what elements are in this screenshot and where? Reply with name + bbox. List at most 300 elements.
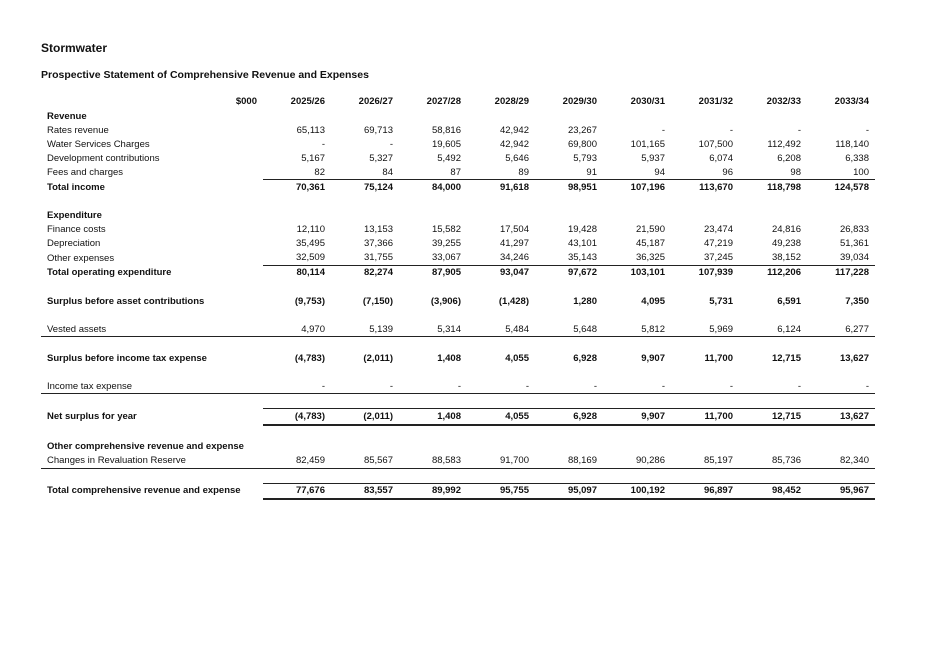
cell-value: 12,715	[739, 409, 807, 425]
table-row	[41, 379, 875, 394]
cell-value: 24,816	[771, 224, 801, 236]
cell-value: 38,152	[771, 252, 801, 264]
cell-value	[263, 109, 331, 123]
cell-value: 23,474	[703, 224, 733, 236]
cell-value: 41,297	[499, 238, 529, 250]
row-label: Development contributions	[47, 152, 160, 164]
cell-value: 4,055	[467, 409, 535, 425]
year-header: 2030/31	[630, 95, 665, 107]
cell-value: 85,567	[331, 454, 399, 469]
cell-value: (9,753)	[294, 295, 325, 307]
cell-value: 37,245	[703, 252, 733, 264]
cell-value	[807, 280, 875, 294]
year-header: 2032/33	[766, 95, 801, 107]
cell-value: 5,484	[467, 322, 535, 337]
cell-value: 6,928	[573, 352, 597, 364]
cell-value: 5,731	[709, 295, 733, 307]
cell-value: 95,097	[535, 483, 603, 499]
spacer-row	[41, 365, 875, 379]
cell-value	[671, 468, 739, 483]
section-heading: Revenue	[47, 110, 87, 122]
cell-value	[739, 440, 807, 454]
cell-value: 9,907	[641, 352, 665, 364]
cell-value: 49,238	[771, 238, 801, 250]
cell-value	[671, 394, 739, 409]
cell-value: 13,153	[363, 224, 393, 236]
cell-value: 33,067	[431, 252, 461, 264]
cell-value: 80,114	[263, 265, 331, 280]
cell-value	[331, 394, 399, 409]
cell-value	[603, 394, 671, 409]
cell-value: 51,361	[839, 238, 869, 250]
cell-value: 34,246	[499, 252, 529, 264]
cell-value: 26,833	[839, 224, 869, 236]
cell-value	[263, 195, 331, 209]
financial-statement-table	[41, 93, 875, 500]
cell-value: 107,196	[603, 180, 671, 195]
cell-value: 103,101	[603, 265, 671, 280]
cell-value: 58,816	[431, 124, 461, 136]
cell-value: 69,713	[363, 124, 393, 136]
row-label	[41, 308, 263, 322]
section-heading-row	[41, 109, 875, 123]
cell-value: (7,150)	[362, 295, 393, 307]
row-label: Vested assets	[41, 322, 263, 337]
cell-value	[263, 337, 331, 352]
cell-value	[263, 209, 331, 223]
cell-value	[739, 337, 807, 352]
cell-value: 77,676	[263, 483, 331, 499]
cell-value	[807, 468, 875, 483]
cell-value: 87,905	[399, 265, 467, 280]
section-heading-row	[41, 440, 875, 454]
cell-value: 31,755	[363, 252, 393, 264]
cell-value: 45,187	[635, 238, 665, 250]
cell-value	[467, 440, 535, 454]
cell-value	[671, 308, 739, 322]
cell-value: 96,897	[671, 483, 739, 499]
cell-value: 5,648	[535, 322, 603, 337]
cell-value: -	[865, 124, 869, 136]
cell-value: 69,800	[567, 138, 597, 150]
row-label	[41, 468, 263, 483]
cell-value: (1,428)	[498, 295, 529, 307]
cell-value: 11,700	[704, 352, 733, 364]
cell-value	[467, 280, 535, 294]
cell-value: 5,793	[573, 152, 597, 164]
year-header: 2025/26	[290, 95, 325, 107]
cell-value: -	[321, 138, 325, 150]
cell-value: 82,340	[807, 454, 875, 469]
cell-value: 124,578	[807, 180, 875, 195]
cell-value: -	[739, 379, 807, 394]
cell-value	[399, 209, 467, 223]
cell-value	[671, 337, 739, 352]
cell-value: 113,670	[671, 180, 739, 195]
cell-value	[399, 308, 467, 322]
cell-value	[467, 394, 535, 409]
cell-value: 70,361	[263, 180, 331, 195]
cell-value: -	[661, 124, 665, 136]
cell-value	[467, 365, 535, 379]
row-label: Total income	[47, 181, 105, 193]
row-label: Fees and charges	[47, 167, 124, 179]
cell-value: 91	[586, 166, 597, 178]
cell-value: 17,504	[499, 224, 529, 236]
statement-title: Prospective Statement of Comprehensive Revenue and Expenses	[41, 69, 369, 81]
cell-value	[603, 209, 671, 223]
cell-value: 6,928	[535, 409, 603, 425]
cell-value	[807, 209, 875, 223]
table-row	[41, 237, 875, 251]
cell-value	[603, 440, 671, 454]
cell-value: 100	[853, 166, 869, 178]
cell-value	[535, 365, 603, 379]
cell-value	[739, 109, 807, 123]
row-label	[41, 365, 263, 379]
header-blank	[41, 93, 201, 109]
spacer-row	[41, 195, 875, 209]
cell-value: 84,000	[399, 180, 467, 195]
cell-value: (2,011)	[331, 409, 399, 425]
cell-value: 85,736	[739, 454, 807, 469]
section-heading-row	[41, 209, 875, 223]
cell-value: 5,314	[399, 322, 467, 337]
cell-value: 5,492	[437, 152, 461, 164]
section-heading: Expenditure	[47, 210, 102, 222]
cell-value: 100,192	[603, 483, 671, 499]
cell-value: (4,783)	[294, 352, 325, 364]
spacer-row	[41, 394, 875, 409]
cell-value	[807, 440, 875, 454]
cell-value: -	[331, 379, 399, 394]
year-header: 2028/29	[494, 95, 529, 107]
year-header: 2027/28	[426, 95, 461, 107]
table-row	[41, 294, 875, 308]
cell-value	[739, 280, 807, 294]
cell-value	[331, 468, 399, 483]
header-row	[41, 93, 875, 109]
cell-value	[399, 468, 467, 483]
cell-value	[331, 209, 399, 223]
cell-value: 117,228	[807, 265, 875, 280]
cell-value: 112,206	[739, 265, 807, 280]
cell-value: -	[797, 124, 801, 136]
cell-value: 5,327	[369, 152, 393, 164]
cell-value: 32,509	[295, 252, 325, 264]
cell-value	[603, 425, 671, 440]
cell-value: -	[263, 379, 331, 394]
cell-value: 11,700	[671, 409, 739, 425]
cell-value	[467, 425, 535, 440]
cell-value	[331, 109, 399, 123]
cell-value	[739, 209, 807, 223]
cell-value: 4,055	[505, 352, 529, 364]
cell-value: 7,350	[845, 295, 869, 307]
cell-value: 98	[790, 166, 801, 178]
cell-value: 35,143	[567, 252, 597, 264]
cell-value	[671, 195, 739, 209]
section-heading: Other comprehensive revenue and expense	[47, 441, 244, 453]
cell-value	[603, 337, 671, 352]
cell-value	[603, 308, 671, 322]
cell-value: 89	[518, 166, 529, 178]
cell-value: 12,715	[771, 352, 801, 364]
cell-value: 9,907	[603, 409, 671, 425]
cell-value: 101,165	[630, 138, 665, 150]
cell-value	[671, 425, 739, 440]
cell-value: 87	[450, 166, 461, 178]
cell-value: 98,452	[739, 483, 807, 499]
cell-value	[807, 425, 875, 440]
cell-value	[535, 308, 603, 322]
row-label: Surplus before income tax expense	[47, 352, 207, 364]
cell-value: 39,034	[839, 252, 869, 264]
cell-value: 95,967	[807, 483, 875, 499]
cell-value	[535, 394, 603, 409]
cell-value: -	[399, 379, 467, 394]
cell-value: 90,286	[603, 454, 671, 469]
cell-value: 42,942	[499, 124, 529, 136]
cell-value	[467, 337, 535, 352]
statement-body	[41, 109, 875, 499]
cell-value: -	[467, 379, 535, 394]
row-label	[41, 425, 263, 440]
cell-value	[467, 195, 535, 209]
cell-value: 93,047	[467, 265, 535, 280]
cell-value	[399, 109, 467, 123]
year-header: 2031/32	[698, 95, 733, 107]
cell-value	[535, 109, 603, 123]
cell-value: 4,970	[263, 322, 331, 337]
cell-value: 82,274	[331, 265, 399, 280]
cell-value	[739, 468, 807, 483]
cell-value	[399, 280, 467, 294]
cell-value: 82,459	[263, 454, 331, 469]
cell-value: 35,495	[295, 238, 325, 250]
row-label: Other expenses	[47, 252, 115, 264]
year-header: 2029/30	[562, 95, 597, 107]
cell-value: 13,627	[839, 352, 869, 364]
row-label	[41, 337, 263, 352]
cell-value: 5,139	[331, 322, 399, 337]
cell-value: (3,906)	[430, 295, 461, 307]
cell-value	[807, 195, 875, 209]
cell-value: 118,140	[835, 138, 869, 150]
cell-value: (2,011)	[363, 352, 393, 364]
cell-value	[603, 468, 671, 483]
cell-value: 6,074	[709, 152, 733, 164]
document-title: Stormwater	[41, 41, 108, 55]
cell-value: 91,700	[467, 454, 535, 469]
cell-value: 96	[722, 166, 733, 178]
cell-value	[467, 109, 535, 123]
cell-value	[399, 425, 467, 440]
year-header: 2026/27	[358, 95, 393, 107]
cell-value	[671, 280, 739, 294]
cell-value	[331, 365, 399, 379]
spacer-row	[41, 425, 875, 440]
cell-value: 13,627	[807, 409, 875, 425]
table-row	[41, 123, 875, 137]
cell-value: 98,951	[535, 180, 603, 195]
cell-value: 5,969	[671, 322, 739, 337]
cell-value	[807, 394, 875, 409]
cell-value: 83,557	[331, 483, 399, 499]
row-label: Total comprehensive revenue and expense	[47, 485, 241, 497]
cell-value	[331, 195, 399, 209]
table-row	[41, 223, 875, 237]
cell-value	[671, 440, 739, 454]
cell-value	[535, 280, 603, 294]
row-label	[41, 280, 263, 294]
table-row	[41, 409, 875, 425]
cell-value	[263, 365, 331, 379]
row-label	[41, 195, 263, 209]
cell-value	[399, 365, 467, 379]
table-row	[41, 265, 875, 280]
cell-value: 89,992	[399, 483, 467, 499]
cell-value: 6,208	[777, 152, 801, 164]
cell-value: 19,428	[567, 224, 597, 236]
row-label: Depreciation	[47, 238, 101, 250]
cell-value: -	[389, 138, 393, 150]
table-row	[41, 151, 875, 165]
cell-value: 36,325	[635, 252, 665, 264]
row-label: Water Services Charges	[47, 138, 150, 150]
cell-value	[603, 109, 671, 123]
cell-value	[739, 394, 807, 409]
cell-value	[467, 308, 535, 322]
cell-value	[535, 425, 603, 440]
row-label: Finance costs	[47, 224, 106, 236]
cell-value: 88,583	[399, 454, 467, 469]
table-row	[41, 251, 875, 266]
cell-value	[331, 280, 399, 294]
cell-value: 75,124	[331, 180, 399, 195]
cell-value	[467, 209, 535, 223]
cell-value: 19,605	[431, 138, 461, 150]
cell-value	[535, 468, 603, 483]
row-label: Income tax expense	[41, 379, 263, 394]
cell-value: -	[671, 379, 739, 394]
cell-value: 23,267	[567, 124, 597, 136]
row-label: Total operating expenditure	[47, 267, 172, 279]
cell-value: 1,408	[399, 409, 467, 425]
table-row	[41, 137, 875, 151]
row-label: Changes in Revaluation Reserve	[41, 454, 263, 469]
table-row	[41, 180, 875, 195]
cell-value	[535, 209, 603, 223]
cell-value	[807, 308, 875, 322]
cell-value: 84	[382, 166, 393, 178]
cell-value: 1,408	[437, 352, 461, 364]
cell-value	[399, 337, 467, 352]
cell-value: 5,812	[603, 322, 671, 337]
cell-value: 5,646	[505, 152, 529, 164]
cell-value: -	[729, 124, 733, 136]
cell-value: 85,197	[671, 454, 739, 469]
cell-value: 6,277	[807, 322, 875, 337]
cell-value	[331, 308, 399, 322]
cell-value	[807, 365, 875, 379]
cell-value	[807, 109, 875, 123]
cell-value	[263, 394, 331, 409]
table-row	[41, 322, 875, 337]
cell-value: 97,672	[535, 265, 603, 280]
cell-value	[263, 425, 331, 440]
cell-value	[467, 468, 535, 483]
cell-value: 112,492	[767, 138, 801, 150]
cell-value: -	[807, 379, 875, 394]
unit-header: $000	[235, 95, 257, 107]
spacer-row	[41, 280, 875, 294]
spacer-row	[41, 308, 875, 322]
cell-value: 43,101	[567, 238, 597, 250]
cell-value	[603, 365, 671, 379]
cell-value	[399, 394, 467, 409]
cell-value: 5,937	[641, 152, 665, 164]
cell-value: 5,167	[301, 152, 325, 164]
cell-value: 39,255	[431, 238, 461, 250]
cell-value: 42,942	[499, 138, 529, 150]
cell-value: 47,219	[703, 238, 733, 250]
row-label	[41, 394, 263, 409]
cell-value	[399, 440, 467, 454]
cell-value	[671, 365, 739, 379]
table-row	[41, 351, 875, 365]
cell-value	[263, 280, 331, 294]
cell-value: 37,366	[363, 238, 393, 250]
cell-value: 107,939	[671, 265, 739, 280]
spacer-row	[41, 337, 875, 352]
cell-value: 65,113	[296, 124, 325, 136]
cell-value: -	[535, 379, 603, 394]
cell-value: 15,582	[431, 224, 461, 236]
cell-value: 1,280	[573, 295, 597, 307]
cell-value: 21,590	[635, 224, 665, 236]
table-row	[41, 483, 875, 499]
cell-value: 6,124	[739, 322, 807, 337]
cell-value: 12,110	[296, 224, 325, 236]
cell-value: 91,618	[467, 180, 535, 195]
cell-value: (4,783)	[263, 409, 331, 425]
cell-value: 94	[654, 166, 665, 178]
cell-value	[739, 195, 807, 209]
cell-value	[739, 308, 807, 322]
cell-value	[671, 109, 739, 123]
cell-value: 4,095	[641, 295, 665, 307]
year-header: 2033/34	[834, 95, 869, 107]
cell-value: 82	[314, 166, 325, 178]
cell-value	[331, 440, 399, 454]
cell-value	[603, 280, 671, 294]
cell-value	[263, 440, 331, 454]
cell-value: 6,338	[845, 152, 869, 164]
cell-value	[671, 209, 739, 223]
cell-value	[331, 425, 399, 440]
row-label: Surplus before asset contributions	[47, 295, 205, 307]
cell-value: 6,591	[777, 295, 801, 307]
cell-value	[399, 195, 467, 209]
spacer-row	[41, 468, 875, 483]
cell-value: 95,755	[467, 483, 535, 499]
cell-value	[263, 308, 331, 322]
cell-value: 118,798	[739, 180, 807, 195]
cell-value	[807, 337, 875, 352]
table-row	[41, 454, 875, 469]
cell-value	[739, 425, 807, 440]
